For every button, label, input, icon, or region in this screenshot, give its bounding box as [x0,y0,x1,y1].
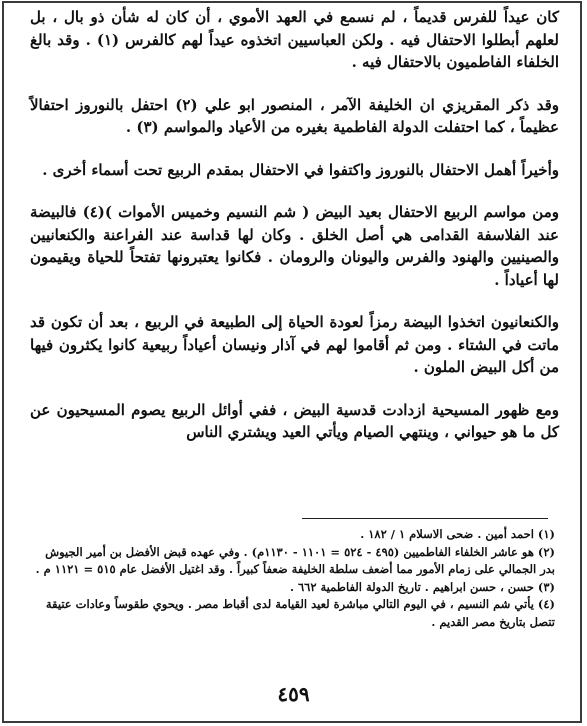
page-number: ٤٥٩ [277,682,310,706]
footnote-2: (٢) هو عاشر الخلفاء الفاطميين (٤٩٥ - ٥٢٤ = ١١٠١ - ١١٣٠م) . وفي عهده قبض الأفضل بن أمير الجيوش بدر الجمالي على زمام الأمور مما أضعف سلطة الخليفة ضعفاً كبيراً . وقد اغتيل الأفضل عام ٥١٥ = ١١٢١ م . [35,544,555,576]
paragraph-2: وقد ذكر المقريزي ان الخليفة الآمر ، المنصور ابو علي (٢) احتفل بالنوروز احتفالاً عظيماً ، كما احتفلت الدولة الفاطمية بغيره من الأعياد والمواسم (٣) . [30,95,560,136]
footnote-1: (١) احمد أمين . ضحى الاسلام ١ / ١٨٢ . [360,527,555,541]
paragraph-4: ومن مواسم الربيع الاحتفال بعيد البيض ( شم النسيم وخميس الأموات )(٤) فالبيضة عند الفلاسفة القدامى هي أصل الخلق . وكان لها قداسة عند الفراعنة والكنعانيين والصينيين والهنود والفرس واليونان والرومان . فكانوا يعتبرونها تفتحاً للحياة ويقيمون لها أعياداً . [30,203,560,289]
paragraph-1: كان عيداً للفرس قديماً ، لم نسمع في العهد الأموي ، أن كان له شأن ذو بال ، بل لعلهم أبطلوا الاحتفال فيه . ولكن العباسيين اتخذوه عيداً لهم كالفرس (١) . وقد بالغ الخلفاء الفاطميون بالاحتفال فيه . [30,8,559,71]
paragraph-5: والكنعانيون اتخذوا البيضة رمزاً لعودة الحياة إلى الطبيعة في الربيع ، بعد أن تكون قد ماتت في الشتاء . ومن ثم أقاموا لهم في آذار ونيسان أعياداً ربيعية كانوا يكثرون فيها من أكل البيض الملون . [30,313,559,376]
footnotes [34,526,555,631]
main-text [30,6,559,454]
paragraph-3: وأخيراً أهمل الاحتفال بالنوروز واكتفوا في الاحتفال بمقدم الربيع تحت أسماء أخرى . [42,160,559,179]
footnote-4: (٤) يأتي شم النسيم ، في اليوم التالي مباشرة لعيد القيامة لدى أقباط مصر . ويحوي طقوساً وعادات عتيقة تتصل بتاريخ مصر القديم . [45,597,555,629]
footnote-3: (٣) حسن ، حسن ابراهيم . تاريخ الدولة الفاطمية ٦٦٢ . [289,579,555,594]
paragraph-6: ومع ظهور المسيحية ازدادت قدسية البيض ، ففي أوائل الربيع يصوم المسيحيون عن كل ما هو حيواني ، وينتهي الصيام ويأتي العيد ويشتري الناس [30,400,559,441]
footnote-divider [302,518,548,519]
